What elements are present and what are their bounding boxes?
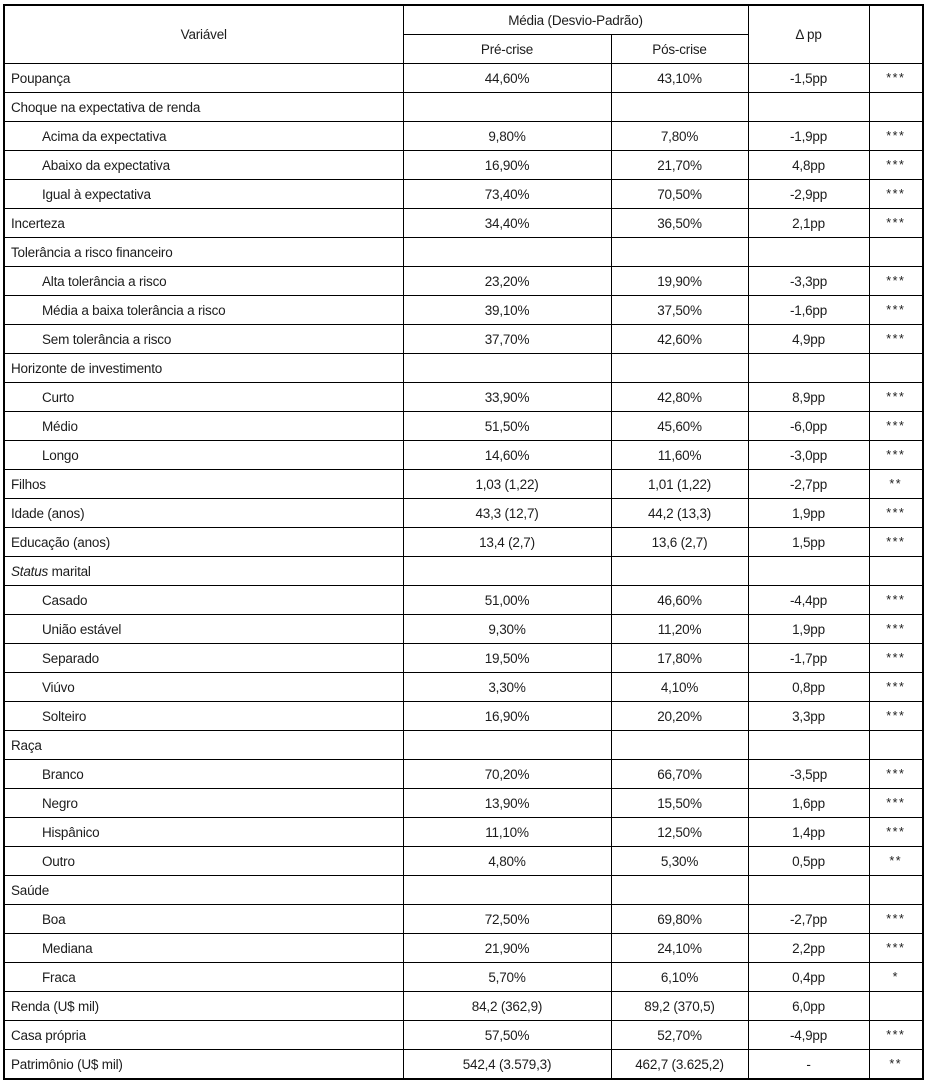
delta-pp-cell: 1,9pp bbox=[748, 499, 869, 528]
delta-pp-cell: 4,8pp bbox=[748, 151, 869, 180]
table-row bbox=[4, 876, 923, 905]
delta-pp-cell: 0,4pp bbox=[748, 963, 869, 992]
table-row bbox=[4, 615, 923, 644]
table-row bbox=[4, 789, 923, 818]
delta-pp-cell: 3,3pp bbox=[748, 702, 869, 731]
delta-pp-cell bbox=[748, 876, 869, 905]
pre-crise-cell: 72,50% bbox=[403, 905, 611, 934]
descriptive-statistics-table bbox=[3, 4, 924, 1080]
significance-cell: ** bbox=[869, 1050, 923, 1080]
delta-pp-cell bbox=[748, 238, 869, 267]
variable-cell: Boa bbox=[4, 905, 403, 934]
table-row bbox=[4, 267, 923, 296]
pre-crise-cell bbox=[403, 93, 611, 122]
variable-cell: Choque na expectativa de renda bbox=[4, 93, 403, 122]
pos-crise-cell: 46,60% bbox=[611, 586, 748, 615]
variable-cell: Filhos bbox=[4, 470, 403, 499]
table-row bbox=[4, 412, 923, 441]
significance-cell: *** bbox=[869, 209, 923, 238]
table-row bbox=[4, 209, 923, 238]
variable-cell: Negro bbox=[4, 789, 403, 818]
table-row bbox=[4, 586, 923, 615]
delta-pp-cell: 6,0pp bbox=[748, 992, 869, 1021]
variable-cell: Viúvo bbox=[4, 673, 403, 702]
delta-pp-cell: 8,9pp bbox=[748, 383, 869, 412]
pos-crise-cell: 37,50% bbox=[611, 296, 748, 325]
pre-crise-cell: 9,30% bbox=[403, 615, 611, 644]
delta-pp-cell: - bbox=[748, 1050, 869, 1080]
significance-cell: *** bbox=[869, 122, 923, 151]
pre-crise-cell: 13,4 (2,7) bbox=[403, 528, 611, 557]
delta-pp-cell: 1,6pp bbox=[748, 789, 869, 818]
delta-pp-cell: -1,5pp bbox=[748, 64, 869, 93]
pre-crise-cell bbox=[403, 731, 611, 760]
variable-cell: Mediana bbox=[4, 934, 403, 963]
pre-crise-cell: 51,00% bbox=[403, 586, 611, 615]
variable-cell: Patrimônio (U$ mil) bbox=[4, 1050, 403, 1080]
pre-crise-column-header: Pré-crise bbox=[403, 35, 611, 64]
pos-crise-cell: 12,50% bbox=[611, 818, 748, 847]
delta-pp-cell bbox=[748, 731, 869, 760]
pos-crise-cell: 20,20% bbox=[611, 702, 748, 731]
pre-crise-cell: 84,2 (362,9) bbox=[403, 992, 611, 1021]
delta-pp-cell: -4,4pp bbox=[748, 586, 869, 615]
significance-cell bbox=[869, 876, 923, 905]
variable-cell: Médio bbox=[4, 412, 403, 441]
delta-pp-cell: -6,0pp bbox=[748, 412, 869, 441]
pre-crise-cell: 23,20% bbox=[403, 267, 611, 296]
pre-crise-cell: 13,90% bbox=[403, 789, 611, 818]
variable-cell: Curto bbox=[4, 383, 403, 412]
delta-pp-cell: 2,1pp bbox=[748, 209, 869, 238]
variable-cell: Horizonte de investimento bbox=[4, 354, 403, 383]
pre-crise-cell bbox=[403, 354, 611, 383]
delta-pp-cell: -3,3pp bbox=[748, 267, 869, 296]
delta-pp-cell: -1,9pp bbox=[748, 122, 869, 151]
table-row bbox=[4, 818, 923, 847]
significance-cell: *** bbox=[869, 702, 923, 731]
significance-cell: *** bbox=[869, 412, 923, 441]
variable-cell: Saúde bbox=[4, 876, 403, 905]
significance-cell: *** bbox=[869, 615, 923, 644]
table-row bbox=[4, 325, 923, 354]
pre-crise-cell bbox=[403, 876, 611, 905]
pos-crise-cell bbox=[611, 93, 748, 122]
delta-pp-cell: -2,9pp bbox=[748, 180, 869, 209]
table-row bbox=[4, 760, 923, 789]
delta-pp-cell bbox=[748, 557, 869, 586]
variable-cell: Status marital bbox=[4, 557, 403, 586]
delta-pp-cell: -1,7pp bbox=[748, 644, 869, 673]
pre-crise-cell: 11,10% bbox=[403, 818, 611, 847]
table-header bbox=[4, 5, 923, 64]
significance-cell bbox=[869, 354, 923, 383]
delta-pp-cell: 1,9pp bbox=[748, 615, 869, 644]
significance-cell: *** bbox=[869, 789, 923, 818]
pre-crise-cell: 9,80% bbox=[403, 122, 611, 151]
significance-cell bbox=[869, 93, 923, 122]
significance-cell: ** bbox=[869, 470, 923, 499]
pos-crise-cell: 17,80% bbox=[611, 644, 748, 673]
table-row bbox=[4, 905, 923, 934]
pos-crise-cell bbox=[611, 557, 748, 586]
pre-crise-cell: 44,60% bbox=[403, 64, 611, 93]
variable-cell: União estável bbox=[4, 615, 403, 644]
delta-pp-cell: 1,4pp bbox=[748, 818, 869, 847]
significance-cell bbox=[869, 731, 923, 760]
table-row bbox=[4, 644, 923, 673]
variable-cell: Renda (U$ mil) bbox=[4, 992, 403, 1021]
table-row bbox=[4, 1050, 923, 1080]
table-row bbox=[4, 557, 923, 586]
pre-crise-cell: 19,50% bbox=[403, 644, 611, 673]
pos-crise-cell: 45,60% bbox=[611, 412, 748, 441]
table-row bbox=[4, 992, 923, 1021]
delta-pp-column-header: Δ pp bbox=[748, 5, 869, 64]
table-row bbox=[4, 93, 923, 122]
pos-crise-cell: 11,60% bbox=[611, 441, 748, 470]
table-row bbox=[4, 673, 923, 702]
variable-column-header: Variável bbox=[4, 5, 403, 64]
variable-cell: Separado bbox=[4, 644, 403, 673]
pre-crise-cell: 73,40% bbox=[403, 180, 611, 209]
pos-crise-cell: 1,01 (1,22) bbox=[611, 470, 748, 499]
delta-pp-cell: 2,2pp bbox=[748, 934, 869, 963]
header-row-1 bbox=[4, 5, 923, 35]
variable-cell: Poupança bbox=[4, 64, 403, 93]
pre-crise-cell bbox=[403, 557, 611, 586]
pos-crise-cell: 19,90% bbox=[611, 267, 748, 296]
variable-cell: Igual à expectativa bbox=[4, 180, 403, 209]
pos-crise-cell: 36,50% bbox=[611, 209, 748, 238]
table-row bbox=[4, 702, 923, 731]
table-row bbox=[4, 470, 923, 499]
delta-pp-cell: -1,6pp bbox=[748, 296, 869, 325]
significance-cell: *** bbox=[869, 180, 923, 209]
delta-pp-cell: 1,5pp bbox=[748, 528, 869, 557]
variable-cell: Abaixo da expectativa bbox=[4, 151, 403, 180]
significance-cell: *** bbox=[869, 528, 923, 557]
significance-cell: *** bbox=[869, 818, 923, 847]
variable-cell: Hispânico bbox=[4, 818, 403, 847]
pre-crise-cell: 37,70% bbox=[403, 325, 611, 354]
variable-italic-part: Status bbox=[11, 563, 49, 579]
pos-crise-cell: 42,80% bbox=[611, 383, 748, 412]
significance-cell bbox=[869, 238, 923, 267]
pre-crise-cell: 16,90% bbox=[403, 151, 611, 180]
pos-crise-cell: 42,60% bbox=[611, 325, 748, 354]
table-row bbox=[4, 151, 923, 180]
table-row bbox=[4, 238, 923, 267]
delta-pp-cell bbox=[748, 93, 869, 122]
variable-cell: Acima da expectativa bbox=[4, 122, 403, 151]
table-row bbox=[4, 122, 923, 151]
pos-crise-cell: 69,80% bbox=[611, 905, 748, 934]
table-row bbox=[4, 499, 923, 528]
pos-crise-cell: 15,50% bbox=[611, 789, 748, 818]
pre-crise-cell: 33,90% bbox=[403, 383, 611, 412]
pre-crise-cell: 4,80% bbox=[403, 847, 611, 876]
significance-cell: *** bbox=[869, 151, 923, 180]
pos-crise-cell: 462,7 (3.625,2) bbox=[611, 1050, 748, 1080]
table-row bbox=[4, 441, 923, 470]
pos-crise-cell: 21,70% bbox=[611, 151, 748, 180]
table-row bbox=[4, 296, 923, 325]
pre-crise-cell: 51,50% bbox=[403, 412, 611, 441]
variable-cell: Sem tolerância a risco bbox=[4, 325, 403, 354]
significance-cell: *** bbox=[869, 644, 923, 673]
delta-pp-cell: -2,7pp bbox=[748, 905, 869, 934]
delta-pp-cell: -2,7pp bbox=[748, 470, 869, 499]
table-row bbox=[4, 847, 923, 876]
variable-cell: Raça bbox=[4, 731, 403, 760]
pre-crise-cell: 39,10% bbox=[403, 296, 611, 325]
significance-column-header bbox=[869, 5, 923, 64]
pos-crise-cell: 6,10% bbox=[611, 963, 748, 992]
pre-crise-cell: 1,03 (1,22) bbox=[403, 470, 611, 499]
pos-crise-cell: 5,30% bbox=[611, 847, 748, 876]
pre-crise-cell: 14,60% bbox=[403, 441, 611, 470]
pre-crise-cell: 16,90% bbox=[403, 702, 611, 731]
pre-crise-cell: 43,3 (12,7) bbox=[403, 499, 611, 528]
delta-pp-cell: 0,8pp bbox=[748, 673, 869, 702]
pos-crise-cell: 4,10% bbox=[611, 673, 748, 702]
variable-cell: Tolerância a risco financeiro bbox=[4, 238, 403, 267]
table-row bbox=[4, 963, 923, 992]
variable-cell: Média a baixa tolerância a risco bbox=[4, 296, 403, 325]
significance-cell: *** bbox=[869, 673, 923, 702]
pos-crise-cell: 7,80% bbox=[611, 122, 748, 151]
media-desvio-padrao-header: Média (Desvio-Padrão) bbox=[403, 5, 748, 35]
pre-crise-cell: 57,50% bbox=[403, 1021, 611, 1050]
variable-cell: Solteiro bbox=[4, 702, 403, 731]
delta-pp-cell: -4,9pp bbox=[748, 1021, 869, 1050]
significance-cell: *** bbox=[869, 499, 923, 528]
pos-crise-cell: 44,2 (13,3) bbox=[611, 499, 748, 528]
table-row bbox=[4, 1021, 923, 1050]
significance-cell: *** bbox=[869, 296, 923, 325]
pre-crise-cell bbox=[403, 238, 611, 267]
variable-cell: Educação (anos) bbox=[4, 528, 403, 557]
pos-crise-cell: 89,2 (370,5) bbox=[611, 992, 748, 1021]
pos-crise-column-header: Pós-crise bbox=[611, 35, 748, 64]
pre-crise-cell: 70,20% bbox=[403, 760, 611, 789]
pos-crise-cell bbox=[611, 731, 748, 760]
variable-cell: Branco bbox=[4, 760, 403, 789]
table-row bbox=[4, 180, 923, 209]
variable-cell: Casado bbox=[4, 586, 403, 615]
table-row bbox=[4, 731, 923, 760]
significance-cell: *** bbox=[869, 267, 923, 296]
pre-crise-cell: 21,90% bbox=[403, 934, 611, 963]
variable-cell: Idade (anos) bbox=[4, 499, 403, 528]
variable-cell: Fraca bbox=[4, 963, 403, 992]
pos-crise-cell: 13,6 (2,7) bbox=[611, 528, 748, 557]
pos-crise-cell: 43,10% bbox=[611, 64, 748, 93]
pre-crise-cell: 34,40% bbox=[403, 209, 611, 238]
significance-cell: *** bbox=[869, 934, 923, 963]
significance-cell: ** bbox=[869, 847, 923, 876]
delta-pp-cell: 0,5pp bbox=[748, 847, 869, 876]
pos-crise-cell: 70,50% bbox=[611, 180, 748, 209]
delta-pp-cell: 4,9pp bbox=[748, 325, 869, 354]
pos-crise-cell bbox=[611, 876, 748, 905]
significance-cell: *** bbox=[869, 383, 923, 412]
significance-cell bbox=[869, 557, 923, 586]
significance-cell: *** bbox=[869, 325, 923, 354]
pre-crise-cell: 542,4 (3.579,3) bbox=[403, 1050, 611, 1080]
significance-cell: * bbox=[869, 963, 923, 992]
table-row bbox=[4, 934, 923, 963]
pre-crise-cell: 3,30% bbox=[403, 673, 611, 702]
variable-cell: Incerteza bbox=[4, 209, 403, 238]
variable-cell: Longo bbox=[4, 441, 403, 470]
significance-cell: *** bbox=[869, 905, 923, 934]
pos-crise-cell bbox=[611, 238, 748, 267]
delta-pp-cell: -3,5pp bbox=[748, 760, 869, 789]
significance-cell: *** bbox=[869, 760, 923, 789]
delta-pp-cell: -3,0pp bbox=[748, 441, 869, 470]
table-body bbox=[4, 64, 923, 1080]
delta-pp-cell bbox=[748, 354, 869, 383]
pos-crise-cell: 24,10% bbox=[611, 934, 748, 963]
pos-crise-cell: 52,70% bbox=[611, 1021, 748, 1050]
variable-cell: Outro bbox=[4, 847, 403, 876]
variable-cell: Casa própria bbox=[4, 1021, 403, 1050]
significance-cell: *** bbox=[869, 586, 923, 615]
significance-cell: *** bbox=[869, 64, 923, 93]
significance-cell: *** bbox=[869, 441, 923, 470]
pos-crise-cell: 66,70% bbox=[611, 760, 748, 789]
variable-cell: Alta tolerância a risco bbox=[4, 267, 403, 296]
pre-crise-cell: 5,70% bbox=[403, 963, 611, 992]
pos-crise-cell: 11,20% bbox=[611, 615, 748, 644]
table-row bbox=[4, 354, 923, 383]
table-row bbox=[4, 528, 923, 557]
table-row bbox=[4, 64, 923, 93]
significance-cell bbox=[869, 992, 923, 1021]
table-row bbox=[4, 383, 923, 412]
significance-cell: *** bbox=[869, 1021, 923, 1050]
pos-crise-cell bbox=[611, 354, 748, 383]
